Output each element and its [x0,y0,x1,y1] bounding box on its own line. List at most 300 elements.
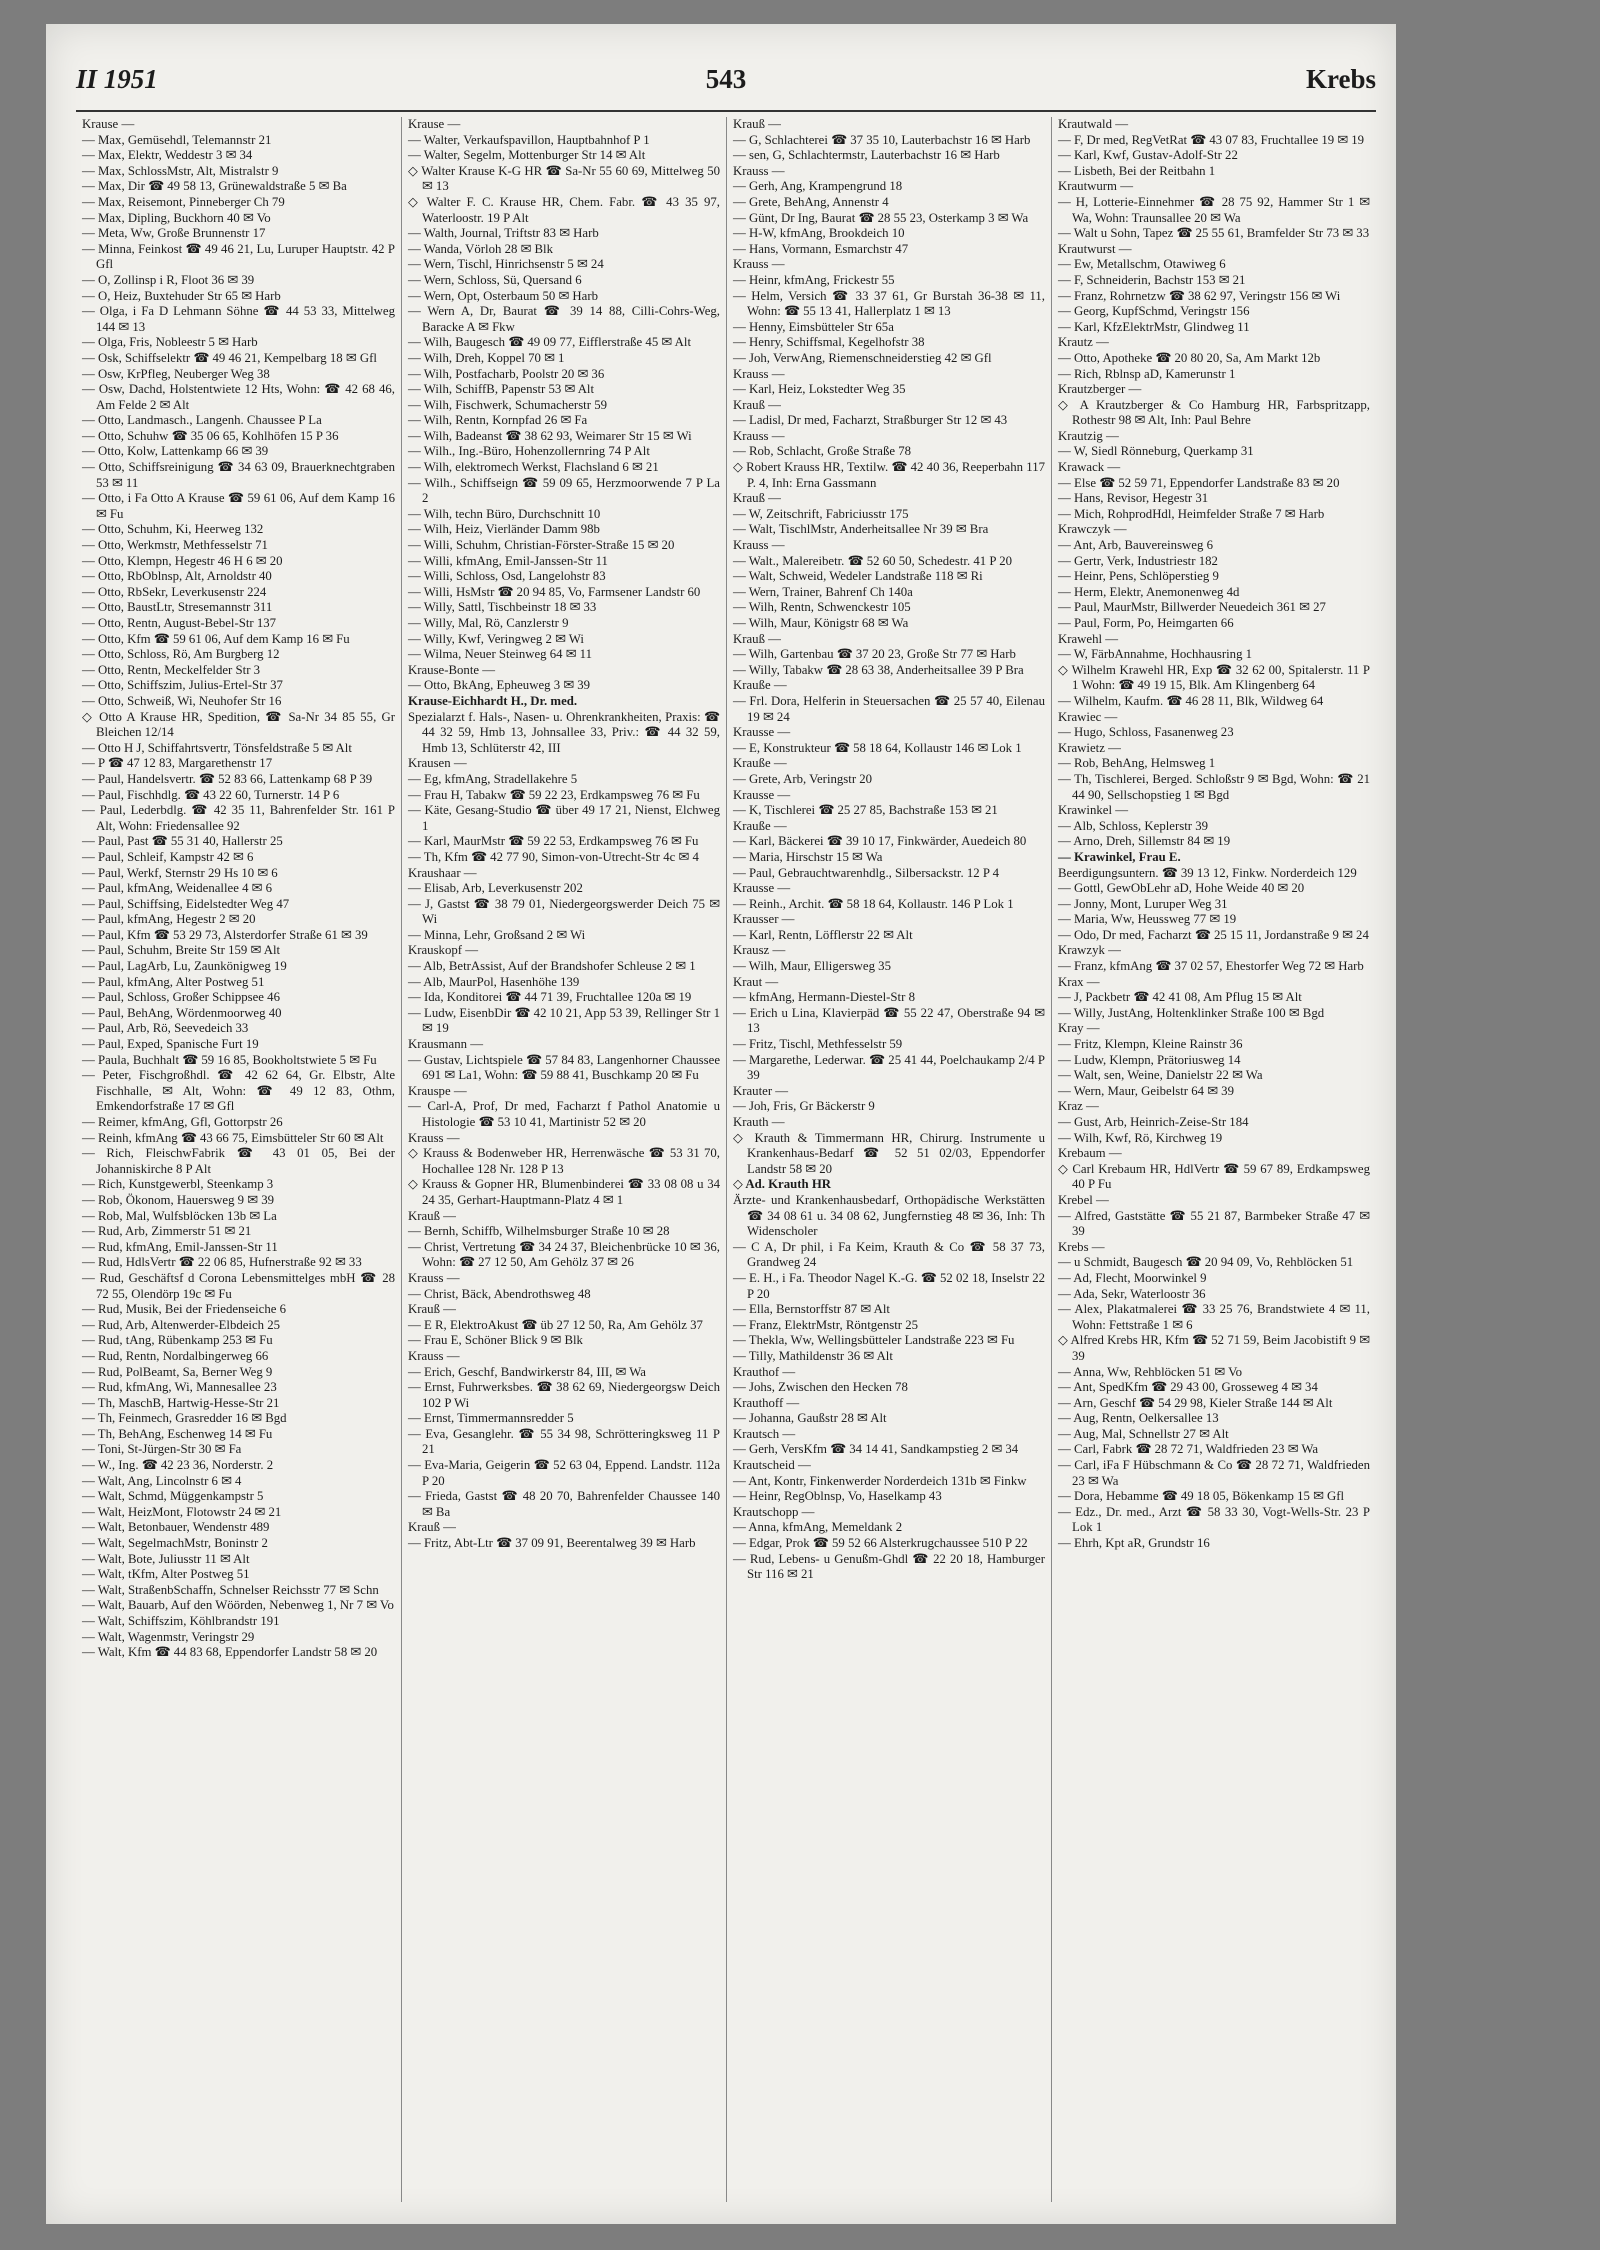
directory-entry: — Hans, Revisor, Hegestr 31 [1058,491,1209,506]
directory-entry: Ärzte- und Krankenhausbedarf, Orthopädische Werkstätten ☎ 34 08 61 u. 34 08 62, Jungfernstieg 48 ✉ 36, Inh: Th Widenscholer [733,1192,1045,1239]
directory-entry: — Alex, Plakatmalerei ☎ 33 25 76, Brandstwiete 4 ✉ 11, Wohn: Fettstraße 1 ✉ 6 [1058,1302,1370,1332]
directory-entry: Krawinkel — [1058,803,1129,818]
directory-entry: — Willi, HsMstr ☎ 20 94 85, Vo, Farmsener Landstr 60 [408,584,701,599]
directory-entry: Krebaum — [1058,1146,1122,1161]
directory-entry: Krautzig — [1058,428,1119,443]
directory-entry: Krauspe — [408,1083,467,1098]
directory-entry: — E. H., i Fa. Theodor Nagel K.-G. ☎ 52 02 18, Inselstr 22 P 20 [733,1270,1045,1301]
directory-entry: ◇ Carl Krebaum HR, HdlVertr ☎ 59 67 89, Erdkampsweg 40 P Fu [1058,1161,1370,1192]
directory-entry: — Olga, i Fa D Lehmann Söhne ☎ 44 53 33, Mittelweg 144 ✉ 13 [82,304,395,334]
directory-entry: — Alfred, Gaststätte ☎ 55 21 87, Barmbeker Straße 47 ✉ 39 [1058,1208,1370,1239]
column-2 [401,117,726,2202]
directory-entry: — Rich, Rblnsp aD, Kamerunstr 1 [1058,366,1236,381]
directory-entry: — Frau H, Tabakw ☎ 59 22 23, Erdkampsweg 76 ✉ Fu [408,787,700,802]
directory-entry: — Karl, Bäckerei ☎ 39 10 17, Finkwärder, Auedeich 80 [733,834,1027,849]
directory-entry: — Grete, BehAng, Annenstr 4 [733,194,889,209]
directory-entry: — Gertr, Verk, Industriestr 182 [1058,553,1218,568]
directory-entry: — F, Dr med, RegVetRat ☎ 43 07 83, Fruchtallee 19 ✉ 19 [1058,132,1365,147]
directory-entry: — Wilh, Heiz, Vierländer Damm 98b [408,522,600,537]
directory-entry: — Wilh, Kwf, Rö, Kirchweg 19 [1058,1130,1223,1145]
directory-entry: — Walt, sen, Weine, Danielstr 22 ✉ Wa [1058,1068,1263,1083]
directory-entry: Krautwurst — [1058,241,1132,256]
directory-entry: ◇ Krauth & Timmermann HR, Chirurg. Instrumente u Krankenhaus-Bedarf ☎ 52 51 02/03, Eppendorfer Landstr 58 ✉ 20 [733,1130,1045,1176]
directory-entry: — Wern, Maur, Geibelstr 64 ✉ 39 [1058,1083,1234,1098]
directory-entry: — E, Konstrukteur ☎ 58 18 64, Kollaustr 146 ✉ Lok 1 [733,740,1022,755]
directory-entry: — Günt, Dr Ing, Baurat ☎ 28 55 23, Osterkamp 3 ✉ Wa [733,210,1029,225]
directory-entry: — Paul, Kfm ☎ 53 29 73, Alsterdorfer Straße 61 ✉ 39 [82,927,368,942]
directory-entry: — Max, Dipling, Buckhorn 40 ✉ Vo [82,210,271,225]
directory-entry: — Paul, kfmAng, Weidenallee 4 ✉ 6 [82,881,272,896]
directory-entry: — Th, BehAng, Eschenweg 14 ✉ Fu [82,1426,273,1441]
directory-entry: — Wern, Opt, Osterbaum 50 ✉ Harb [408,288,598,303]
directory-entry: Kray — [1058,1021,1100,1036]
directory-entry: — Walt, Bauarb, Auf den Wöörden, Nebenweg 1, Nr 7 ✉ Vo [82,1598,394,1613]
directory-entry: Krausse — [733,881,791,896]
directory-entry: — Else ☎ 52 59 71, Eppendorfer Landstraße 83 ✉ 20 [1058,475,1340,490]
directory-entry: — Otto, BkAng, Epheuweg 3 ✉ 39 [408,678,591,693]
directory-entry: — Rob, Ökonom, Hauersweg 9 ✉ 39 [82,1192,274,1207]
directory-entry: — Willy, JustAng, Holtenklinker Straße 100 ✉ Bgd [1058,1005,1325,1020]
directory-entry: — Karl, Heiz, Lokstedter Weg 35 [733,382,906,397]
directory-entry: — Paul, Arb, Rö, Seevedeich 33 [82,1021,249,1036]
directory-entry: — Krawinkel, Frau E. [1058,849,1181,864]
directory-entry: — Edgar, Prok ☎ 59 52 66 Alsterkrugchaussee 510 P 22 [733,1536,1028,1551]
directory-entry: — Walt, Schmd, Müggenkampstr 5 [82,1489,264,1504]
directory-entry: — Reinh., Archit. ☎ 58 18 64, Kollaustr. 146 P Lok 1 [733,896,1014,911]
directory-entry: — Ant, Arb, Bauvereinsweg 6 [1058,538,1213,553]
directory-entry: — Wilh, Maur, Elligersweg 35 [733,959,891,974]
directory-entry: — Wilh, Dreh, Koppel 70 ✉ 1 [408,350,565,365]
directory-entry: — Walter, Verkaufspavillon, Hauptbahnhof P 1 [408,132,650,147]
directory-entry: — Walt, Bote, Juliusstr 11 ✉ Alt [82,1551,250,1566]
directory-entry: — Maria, Hirschstr 15 ✉ Wa [733,849,883,864]
directory-entry: — Rud, kfmAng, Wi, Mannesallee 23 [82,1380,277,1395]
directory-entry: — Max, SchlossMstr, Alt, Mistralstr 9 [82,163,279,178]
directory-entry: — Otto, Klempn, Hegestr 46 H 6 ✉ 20 [82,553,283,568]
directory-entry: — Otto, i Fa Otto A Krause ☎ 59 61 06, Auf dem Kamp 16 ✉ Fu [82,491,395,521]
directory-entry: — Max, Gemüsehdl, Telemannstr 21 [82,132,272,147]
directory-entry: — Henny, Eimsbütteler Str 65a [733,319,894,334]
directory-entry: — Toni, St-Jürgen-Str 30 ✉ Fa [82,1442,242,1457]
directory-entry: — Wern, Schloss, Sü, Quersand 6 [408,272,582,287]
directory-entry: — Lisbeth, Bei der Reitbahn 1 [1058,163,1216,178]
directory-entry: — Rich, Kunstgewerbl, Steenkamp 3 [82,1177,274,1192]
directory-entry: Krauss — [408,1348,460,1363]
directory-entry: — Otto, Schiffszim, Julius-Ertel-Str 37 [82,678,283,693]
directory-entry: — sen, G, Schlachtermstr, Lauterbachstr 16 ✉ Harb [733,148,1000,163]
directory-entry: — K, Tischlerei ☎ 25 27 85, Bachstraße 153 ✉ 21 [733,803,998,818]
directory-entry: — Walt, Schweid, Wedeler Landstraße 118 ✉ Ri [733,569,983,584]
directory-entry: — Wern, Trainer, Bahrenf Ch 140a [733,584,913,599]
directory-entry: — Eg, kfmAng, Stradellakehre 5 [408,771,578,786]
directory-entry: — Ant, SpedKfm ☎ 29 43 00, Grosseweg 4 ✉ 34 [1058,1380,1318,1395]
directory-entry: — Osw, Dachd, Holstentwiete 12 Hts, Wohn: ☎ 42 68 46, Am Felde 2 ✉ Alt [82,382,395,412]
directory-entry: Krautz — [1058,335,1109,350]
directory-entry: — Ada, Sekr, Waterloostr 36 [1058,1286,1206,1301]
directory-entry: — Otto, Schuhm, Ki, Heerweg 132 [82,522,264,537]
column-3 [726,117,1051,2202]
directory-entry: ◇ Krauss & Gopner HR, Blumenbinderei ☎ 33 08 08 u 34 24 35, Gerhart-Hauptmann-Platz 4 ✉ 1 [408,1177,720,1207]
directory-entry: — Carl, Fabrk ☎ 28 72 71, Waldfrieden 23 ✉ Wa [1058,1442,1319,1457]
directory-entry: Krauß — [408,1520,456,1535]
directory-entry: Krauß — [733,631,781,646]
directory-entry: — Walt, SegelmachMstr, Boninstr 2 [82,1536,268,1551]
volume-year: II 1951 [76,64,158,94]
directory-entry: — Christ, Bäck, Abendrothsweg 48 [408,1286,591,1301]
directory-columns [76,117,1376,2202]
directory-entry: — Willi, kfmAng, Emil-Janssen-Str 11 [408,553,608,568]
directory-entry: Krawzyk — [1058,943,1121,958]
directory-entry: — Gottl, GewObLehr aD, Hohe Weide 40 ✉ 20 [1058,881,1305,896]
directory-entry: — Franz, kfmAng ☎ 37 02 57, Ehestorfer Weg 72 ✉ Harb [1058,959,1364,974]
directory-entry: — Otto, RbSekr, Leverkusenstr 224 [82,584,267,599]
directory-entry: — Karl, KfzElektrMstr, Glindweg 11 [1058,319,1250,334]
directory-entry: — Walt, StraßenbSchaffn, Schnelser Reichsstr 77 ✉ Schn [82,1582,379,1597]
directory-entry: — Peter, Fischgroßhdl. ☎ 42 62 64, Gr. Elbstr, Alte Fischhalle, ✉ Alt, Wohn: ☎ 49 12 83, Othm, Emkendorfstraße 17 ✉ Gfl [82,1068,395,1114]
directory-entry: — Johanna, Gaußstr 28 ✉ Alt [733,1411,887,1426]
directory-entry: — Edz., Dr. med., Arzt ☎ 58 33 30, Vogt-Wells-Str. 23 P Lok 1 [1058,1504,1370,1535]
directory-entry: — Willy, Mal, Rö, Canzlerstr 9 [408,616,569,630]
directory-entry: — Wilh., Schiffseign ☎ 59 09 65, Herzmoorwende 7 P La 2 [408,475,720,506]
directory-entry: — Eva, Gesanglehr. ☎ 55 34 98, Schrötteringksweg 11 P 21 [408,1426,720,1457]
directory-entry: — Alb, Schloss, Keplerstr 39 [1058,818,1209,833]
page-header [76,64,1376,104]
directory-entry: Krause — [82,117,135,131]
directory-entry: Krautsch — [733,1426,796,1441]
directory-entry: — Fritz, Tischl, Methfesselstr 59 [733,1037,903,1052]
directory-entry: Krautwurm — [1058,179,1133,194]
directory-entry: — Willy, Kwf, Veringweg 2 ✉ Wi [408,631,584,646]
column-1 [76,117,401,2202]
directory-entry: — Gerh, VersKfm ☎ 34 14 41, Sandkampstieg 2 ✉ 34 [733,1442,1019,1457]
directory-entry: — Ladisl, Dr med, Facharzt, Straßburger Str 12 ✉ 43 [733,413,1008,428]
directory-entry: Krausse — [733,725,791,740]
directory-entry: — Wilhelm, Kaufm. ☎ 46 28 11, Blk, Wildweg 64 [1058,693,1324,708]
directory-entry: — Helm, Versich ☎ 33 37 61, Gr Burstah 36-38 ✉ 11, Wohn: ☎ 55 13 41, Hallerplatz 1 ✉ 13 [733,288,1045,319]
directory-entry: — Paul, Schuhm, Breite Str 159 ✉ Alt [82,943,281,958]
directory-entry: Kraushaar — [408,865,477,880]
directory-entry: Krauß — [408,1302,456,1317]
directory-entry: — Wern A, Dr, Baurat ☎ 39 14 88, Cilli-Cohrs-Weg, Baracke A ✉ Fkw [408,304,720,334]
directory-entry: — Otto, Schuhw ☎ 35 06 65, Kohlhöfen 15 P 36 [82,428,339,443]
directory-entry: — Bernh, Schiffb, Wilhelmsburger Straße 10 ✉ 28 [408,1224,670,1239]
directory-entry: — Paul, Form, Po, Heimgarten 66 [1058,616,1234,630]
directory-entry: ◇ Alfred Krebs HR, Kfm ☎ 52 71 59, Beim Jacobistift 9 ✉ 39 [1058,1333,1370,1363]
directory-entry: — Rob, Mal, Wulfsblöcken 13b ✉ La [82,1208,277,1223]
directory-entry: — J, Gastst ☎ 38 79 01, Niedergeorgswerder Deich 75 ✉ Wi [408,896,720,927]
directory-entry: — Otto, Rentn, August-Bebel-Str 137 [82,616,277,630]
directory-entry: — H-W, kfmAng, Brookdeich 10 [733,226,905,241]
directory-entry: — Heinr, Pens, Schlöperstieg 9 [1058,569,1219,584]
directory-entry: — W, Zeitschrift, Fabriciusstr 175 [733,506,909,521]
directory-entry: Krauss — [408,1130,460,1145]
directory-entry: Krauße — [733,818,787,833]
directory-entry: — Rud, Arb, Altenwerder-Elbdeich 25 [82,1317,281,1332]
directory-entry: — Max, Reisemont, Pinneberger Ch 79 [82,194,285,209]
directory-entry: — Ernst, Timmermannsredder 5 [408,1411,574,1426]
directory-entry: Krawczyk — [1058,522,1127,537]
directory-entry: — Carl, iFa F Hübschmann & Co ☎ 28 72 71, Waldfrieden 23 ✉ Wa [1058,1458,1370,1488]
directory-entry: Krebs — [1058,1239,1105,1254]
directory-entry: — Wilh, Baugesch ☎ 49 09 77, Eifflerstraße 45 ✉ Alt [408,335,691,350]
directory-entry: — Rud, Lebens- u Genußm-Ghdl ☎ 22 20 18, Hamburger Str 116 ✉ 21 [733,1551,1045,1582]
directory-entry: — W., Ing. ☎ 42 23 36, Norderstr. 2 [82,1458,274,1473]
directory-entry: — Georg, KupfSchmd, Veringstr 156 [1058,304,1250,319]
directory-entry: — J, Packbetr ☎ 42 41 08, Am Pflug 15 ✉ Alt [1058,990,1302,1005]
directory-entry: — Rud, Musik, Bei der Friedenseiche 6 [82,1302,287,1317]
directory-entry: Krauthoff — [733,1395,800,1410]
directory-entry: — Paul, Fischhdlg. ☎ 43 22 60, Turnerstr. 14 P 6 [82,787,340,802]
directory-entry: — Ludw, EisenbDir ☎ 42 10 21, App 53 39, Rellinger Str 1 ✉ 19 [408,1005,720,1036]
directory-entry: — Grete, Arb, Veringstr 20 [733,771,873,786]
directory-entry: — Ad, Flecht, Moorwinkel 9 [1058,1270,1207,1285]
directory-entry: — Otto, RbOblnsp, Alt, Arnoldstr 40 [82,569,272,584]
directory-entry: — Wilh, Rentn, Kornpfad 26 ✉ Fa [408,413,588,428]
directory-entry: — Max, Elektr, Weddestr 3 ✉ 34 [82,148,253,163]
directory-entry: — Ew, Metallschm, Otawiweg 6 [1058,257,1226,272]
directory-entry: — Tilly, Mathildenstr 36 ✉ Alt [733,1348,893,1363]
directory-entry: — Reimer, kfmAng, Gfl, Gottorpstr 26 [82,1115,283,1129]
directory-entry: — Walth, Journal, Triftstr 83 ✉ Harb [408,226,599,241]
directory-entry: — Rud, PolBeamt, Sa, Berner Weg 9 [82,1364,273,1379]
directory-entry: — Walt, Kfm ☎ 44 83 68, Eppendorfer Landstr 58 ✉ 20 [82,1645,378,1660]
directory-entry: — W, FärbAnnahme, Hochhausring 1 [1058,647,1253,662]
directory-entry: Krawehl — [1058,631,1119,646]
directory-entry: Krauß — [408,1208,456,1223]
directory-entry: — F, Schneiderin, Bachstr 153 ✉ 21 [1058,272,1246,287]
directory-entry: Krauss — [733,538,785,553]
directory-entry: — Thekla, Ww, Wellingsbütteler Landstraße 223 ✉ Fu [733,1333,1015,1348]
directory-entry: — Gerh, Ang, Krampengrund 18 [733,179,903,194]
directory-entry: — Gustav, Lichtspiele ☎ 57 84 83, Langenhorner Chaussee 691 ✉ La1, Wohn: ☎ 59 88 41, Buschkamp 20 ✉ Fu [408,1052,720,1083]
directory-entry: — E R, ElektroAkust ☎ üb 27 12 50, Ra, Am Gehölz 37 [408,1317,703,1332]
directory-entry: — Paula, Buchhalt ☎ 59 16 85, Bookholtstwiete 5 ✉ Fu [82,1052,377,1067]
directory-entry: — Wilh, techn Büro, Durchschnitt 10 [408,506,601,521]
directory-entry: Krauth — [733,1115,785,1129]
directory-entry: — Wilh, Fischwerk, Schumacherstr 59 [408,397,607,412]
directory-entry: — Margarethe, Lederwar. ☎ 25 41 44, Poelchaukamp 2/4 P 39 [733,1052,1045,1083]
directory-entry: — Hugo, Schloss, Fasanenweg 23 [1058,725,1234,740]
directory-entry: — Alb, MaurPol, Hasenhöhe 139 [408,974,580,989]
directory-entry: — Elisab, Arb, Leverkusenstr 202 [408,881,583,896]
directory-entry: Spezialarzt f. Hals-, Nasen- u. Ohrenkrankheiten, Praxis: ☎ 44 32 59, Hmb 13, Johnsallee 33, Priv.: ☎ 44 32 59, Hmb 13, Schlüterstr 42, III [408,709,720,755]
directory-entry: — Paul, Gebrauchtwarenhdlg., Silbersackstr. 12 P 4 [733,865,1000,880]
directory-entry: — Paul, MaurMstr, Billwerder Neuedeich 361 ✉ 27 [1058,600,1326,615]
directory-entry: Krauss — [733,428,785,443]
directory-entry: ◇ Robert Krauss HR, Textilw. ☎ 42 40 36, Reeperbahn 117 P. 4, Inh: Erna Gassmann [733,460,1045,490]
directory-entry: — Otto, Schiffsreinigung ☎ 34 63 09, Brauerknechtgraben 53 ✉ 11 [82,460,395,490]
directory-entry: — Aug, Rentn, Oelkersallee 13 [1058,1411,1219,1426]
directory-entry: — Rud, Geschäftsf d Corona Lebensmittelges mbH ☎ 28 72 55, Olendörp 19c ✉ Fu [82,1270,395,1301]
directory-entry: — Otto, BaustLtr, Stresemannstr 311 [82,600,273,615]
directory-entry: — Joh, Fris, Gr Bäckerstr 9 [733,1099,875,1114]
directory-entry: — Rich, FleischwFabrik ☎ 43 01 05, Bei der Johanniskirche 8 P Alt [82,1146,395,1176]
directory-entry: — Wanda, Vörloh 28 ✉ Blk [408,241,554,256]
directory-entry: Kraz — [1058,1099,1099,1114]
directory-entry: — W, Siedl Rönneburg, Querkamp 31 [1058,444,1254,459]
directory-entry: — Wilh, Gartenbau ☎ 37 20 23, Große Str 77 ✉ Harb [733,647,1016,662]
directory-entry: Krawietz — [1058,740,1121,755]
directory-entry: — Willy, Tabakw ☎ 28 63 38, Anderheitsallee 39 P Bra [733,662,1024,677]
directory-entry: — Ella, Bernstorffstr 87 ✉ Alt [733,1302,890,1317]
directory-entry: — Paul, kfmAng, Alter Postweg 51 [82,974,265,989]
directory-entry: — Reinh, kfmAng ☎ 43 66 75, Eimsbütteler Str 60 ✉ Alt [82,1130,384,1145]
directory-entry: — Paul, Schleif, Kampstr 42 ✉ 6 [82,849,254,864]
directory-entry: — Fritz, Klempn, Kleine Rainstr 36 [1058,1037,1243,1052]
directory-entry: — Rob, BehAng, Helmsweg 1 [1058,756,1216,771]
page-number: 543 [705,64,747,94]
directory-entry: — Paul, Schloss, Großer Schippsee 46 [82,990,280,1005]
directory-entry: — Wilh, Postfacharb, Poolstr 20 ✉ 36 [408,366,605,381]
directory-entry: Krausen — [408,756,467,771]
directory-entry: ◇ Walter F. C. Krause HR, Chem. Fabr. ☎ 43 35 97, Waterloostr. 19 P Alt [408,194,720,225]
directory-entry: Krautschopp — [733,1504,815,1519]
directory-entry: — Karl, MaurMstr ☎ 59 22 53, Erdkampsweg 76 ✉ Fu [408,834,699,849]
directory-entry: — Otto, Landmasch., Langenh. Chaussee P La [82,413,322,428]
directory-entry: — Ida, Konditorei ☎ 44 71 39, Fruchtallee 120a ✉ 19 [408,990,692,1005]
directory-entry: — Otto, Rentn, Meckelfelder Str 3 [82,662,261,677]
directory-entry: — Anna, kfmAng, Memeldank 2 [733,1520,903,1535]
directory-entry: — Minna, Lehr, Großsand 2 ✉ Wi [408,927,586,942]
directory-entry: Krause-Bonte — [408,662,496,677]
directory-entry: — Erich u Lina, Klavierpäd ☎ 55 22 47, Oberstraße 94 ✉ 13 [733,1005,1045,1036]
directory-page [46,24,1396,2224]
directory-entry: — Frieda, Gastst ☎ 48 20 70, Bahrenfelder Chaussee 140 ✉ Ba [408,1489,720,1519]
directory-entry: — Otto, Schloss, Rö, Am Burgberg 12 [82,647,280,662]
directory-entry: — Wilh, SchiffB, Papenstr 53 ✉ Alt [408,382,595,397]
directory-entry: — Willy, Sattl, Tischbeinstr 18 ✉ 33 [408,600,597,615]
directory-entry: — Johs, Zwischen den Hecken 78 [733,1380,908,1395]
directory-entry: — kfmAng, Hermann-Diestel-Str 8 [733,990,915,1005]
directory-entry: Krax — [1058,974,1100,989]
directory-entry: — Walt, Ang, Lincolnstr 6 ✉ 4 [82,1473,242,1488]
directory-entry: Krausz — [733,943,786,958]
directory-entry: Krawiec — [1058,709,1118,724]
directory-entry: Krautwald — [1058,117,1129,131]
directory-entry: — Joh, VerwAng, Riemenschneiderstieg 42 ✉ Gfl [733,350,992,365]
running-head: Krebs [1305,64,1376,94]
directory-entry: — Walter, Segelm, Mottenburger Str 14 ✉ Alt [408,148,646,163]
directory-entry: Krauße — [733,756,787,771]
directory-entry: — Walt, HeizMont, Flotowstr 24 ✉ 21 [82,1504,282,1519]
directory-entry: — P ☎ 47 12 83, Margarethenstr 17 [82,756,273,771]
directory-entry: — Eva-Maria, Geigerin ☎ 52 63 04, Eppend. Landstr. 112a P 20 [408,1458,720,1488]
directory-entry: — Otto, Kolw, Lattenkamp 66 ✉ 39 [82,444,269,459]
directory-entry: — Karl, Rentn, Löfflerstr 22 ✉ Alt [733,927,913,942]
directory-entry: — Willi, Schloss, Osd, Langelohstr 83 [408,569,606,584]
directory-entry: — Paul, LagArb, Lu, Zaunkönigweg 19 [82,959,287,974]
directory-entry: — Wilh., Ing.-Büro, Hohenzollernring 74 P Alt [408,444,650,459]
directory-entry: — Walt., Malereibetr. ☎ 52 60 50, Schedestr. 41 P 20 [733,553,1012,568]
directory-entry: — Odo, Dr med, Facharzt ☎ 25 15 11, Jordanstraße 9 ✉ 24 [1058,927,1369,942]
directory-entry: — Heinr, RegOblnsp, Vo, Haselkamp 43 [733,1489,942,1504]
directory-entry: — Karl, Kwf, Gustav-Adolf-Str 22 [1058,148,1238,163]
directory-entry: — Paul, Past ☎ 55 31 40, Hallerstr 25 [82,834,283,849]
directory-entry: — Paul, kfmAng, Hegestr 2 ✉ 20 [82,912,256,927]
directory-entry: — Fritz, Abt-Ltr ☎ 37 09 91, Beerentalweg 39 ✉ Harb [408,1536,696,1551]
directory-entry: Krauss — [733,163,785,178]
directory-entry: — Th, Tischlerei, Berged. Schloßstr 9 ✉ Bgd, Wohn: ☎ 21 44 90, Sellschopstieg 1 ✉ Bgd [1058,771,1370,802]
directory-entry: — Otto, Werkmstr, Methfesselstr 71 [82,538,268,553]
directory-entry: Krausse — [733,787,791,802]
directory-entry: ◇ Ad. Krauth HR [733,1177,832,1192]
directory-entry: Kraut — [733,974,779,989]
directory-entry: — Osw, KrPfleg, Neuberger Weg 38 [82,366,270,381]
directory-entry: ◇ Krauss & Bodenweber HR, Herrenwäsche ☎ 53 31 70, Hochallee 128 Nr. 128 P 13 [408,1146,720,1176]
directory-entry: — u Schmidt, Baugesch ☎ 20 94 09, Vo, Rehblöcken 51 [1058,1255,1354,1270]
directory-entry: — Minna, Feinkost ☎ 49 46 21, Lu, Luruper Hauptstr. 42 P Gfl [82,241,395,272]
directory-entry: — Ant, Kontr, Finkenwerder Norderdeich 131b ✉ Finkw [733,1473,1027,1488]
directory-entry: — Dora, Hebamme ☎ 49 18 05, Bökenkamp 15 ✉ Gfl [1058,1489,1345,1504]
directory-entry: — Walt, Betonbauer, Wendenstr 489 [82,1520,270,1535]
directory-entry: Krausmann — [408,1037,483,1052]
directory-entry: — Rob, Schlacht, Große Straße 78 [733,444,912,459]
directory-entry: — Paul, BehAng, Wördenmoorweg 40 [82,1005,282,1020]
directory-entry: Krauss — [408,1270,460,1285]
directory-entry: Krauß — [733,117,781,131]
directory-entry: — Rud, tAng, Rübenkamp 253 ✉ Fu [82,1333,273,1348]
directory-entry: — Paul, Lederbdlg. ☎ 42 35 11, Bahrenfelder Str. 161 P Alt, Wohn: Friedensallee 92 [82,803,395,833]
directory-entry: — C A, Dr phil, i Fa Keim, Krauth & Co ☎ 58 37 73, Grandweg 24 [733,1239,1045,1270]
directory-entry: — Th, Kfm ☎ 42 77 90, Simon-von-Utrecht-Str 4c ✉ 4 [408,849,699,864]
directory-entry: — Erich, Geschf, Bandwirkerstr 84, III, ✉ Wa [408,1364,646,1379]
directory-entry: — Franz, ElektrMstr, Röntgenstr 25 [733,1317,919,1332]
directory-entry: — Wilh, Maur, Königstr 68 ✉ Wa [733,616,909,630]
directory-entry: Krause — [408,117,461,131]
directory-entry: — Franz, Rohrnetzw ☎ 38 62 97, Veringstr 156 ✉ Wi [1058,288,1341,303]
directory-entry: — Rud, Arb, Zimmerstr 51 ✉ 21 [82,1224,252,1239]
directory-entry: — Otto H J, Schiffahrtsvertr, Tönsfeldstraße 5 ✉ Alt [82,740,352,755]
directory-entry: — Meta, Ww, Große Brunnenstr 17 [82,226,266,241]
directory-entry: — Walt, TischlMstr, Anderheitsallee Nr 39 ✉ Bra [733,522,989,537]
directory-entry: — Hans, Vormann, Esmarchstr 47 [733,241,909,256]
directory-entry: Krauskopf — [408,943,479,958]
directory-entry: — Th, MaschB, Hartwig-Hesse-Str 21 [82,1395,280,1410]
directory-entry: — Käte, Gesang-Studio ☎ über 49 17 21, Nienst, Elchweg 1 [408,803,720,833]
directory-entry: — Olga, Fris, Nobleestr 5 ✉ Harb [82,335,258,350]
directory-entry: — Paul, Handelsvertr. ☎ 52 83 66, Lattenkamp 68 P 39 [82,771,373,786]
directory-entry: — Otto, Apotheke ☎ 20 80 20, Sa, Am Markt 12b [1058,350,1321,365]
directory-entry: Krautzberger — [1058,382,1142,397]
directory-entry: — Paul, Schiffsing, Eidelstedter Weg 47 [82,896,290,911]
directory-entry: Krauter — [733,1083,789,1098]
directory-entry: — Wern, Tischl, Hinrichsenstr 5 ✉ 24 [408,257,604,272]
directory-entry: — Wilma, Neuer Steinweg 64 ✉ 11 [408,647,592,662]
directory-entry: — Otto, Kfm ☎ 59 61 06, Auf dem Kamp 16 ✉ Fu [82,631,350,646]
directory-entry: Krauss — [733,257,785,272]
directory-entry: ◇ A Krautzberger & Co Hamburg HR, Farbspritzapp, Rothestr 98 ✉ Alt, Inh: Paul Behre [1058,397,1370,428]
directory-entry: — Rud, kfmAng, Emil-Janssen-Str 11 [82,1239,278,1254]
directory-entry: — Ludw, Klempn, Prätoriusweg 14 [1058,1052,1241,1067]
directory-entry: Krawack — [1058,460,1121,475]
directory-entry: Krauthof — [733,1364,796,1379]
directory-entry: ◇ Wilhelm Krawehl HR, Exp ☎ 32 62 00, Spitalerstr. 11 P 1 Wohn: ☎ 49 19 15, Blk. Am Klingenberg 64 [1058,662,1370,693]
directory-entry: — Gust, Arb, Heinrich-Zeise-Str 184 [1058,1115,1249,1129]
directory-entry: — Wilh, Rentn, Schwenckestr 105 [733,600,911,615]
directory-entry: — Walt u Sohn, Tapez ☎ 25 55 61, Bramfelder Str 73 ✉ 33 [1058,226,1370,241]
directory-entry: — O, Zollinsp i R, Floot 36 ✉ 39 [82,272,255,287]
directory-entry: — Carl-A, Prof, Dr med, Facharzt f Pathol Anatomie u Histologie ☎ 53 10 41, Martinistr 52 ✉ 20 [408,1099,720,1129]
directory-entry: — Ehrh, Kpt aR, Grundstr 16 [1058,1536,1210,1551]
directory-entry: — Frl. Dora, Helferin in Steuersachen ☎ 25 57 40, Eilenau 19 ✉ 24 [733,693,1045,724]
directory-entry: — Ernst, Fuhrwerksbes. ☎ 38 62 69, Niedergeorgsw Deich 102 P Wi [408,1380,720,1410]
directory-entry: — Jonny, Mont, Luruper Weg 31 [1058,896,1228,911]
directory-entry: — Henry, Schiffsmal, Kegelhofstr 38 [733,335,925,350]
directory-entry: Krauß — [733,491,781,506]
directory-entry: — Walt, Schiffszim, Köhlbrandstr 191 [82,1614,280,1628]
directory-entry: — Walt, Wagenmstr, Veringstr 29 [82,1629,255,1644]
directory-entry: — Arn, Geschf ☎ 54 29 98, Kieler Straße 144 ✉ Alt [1058,1395,1333,1410]
